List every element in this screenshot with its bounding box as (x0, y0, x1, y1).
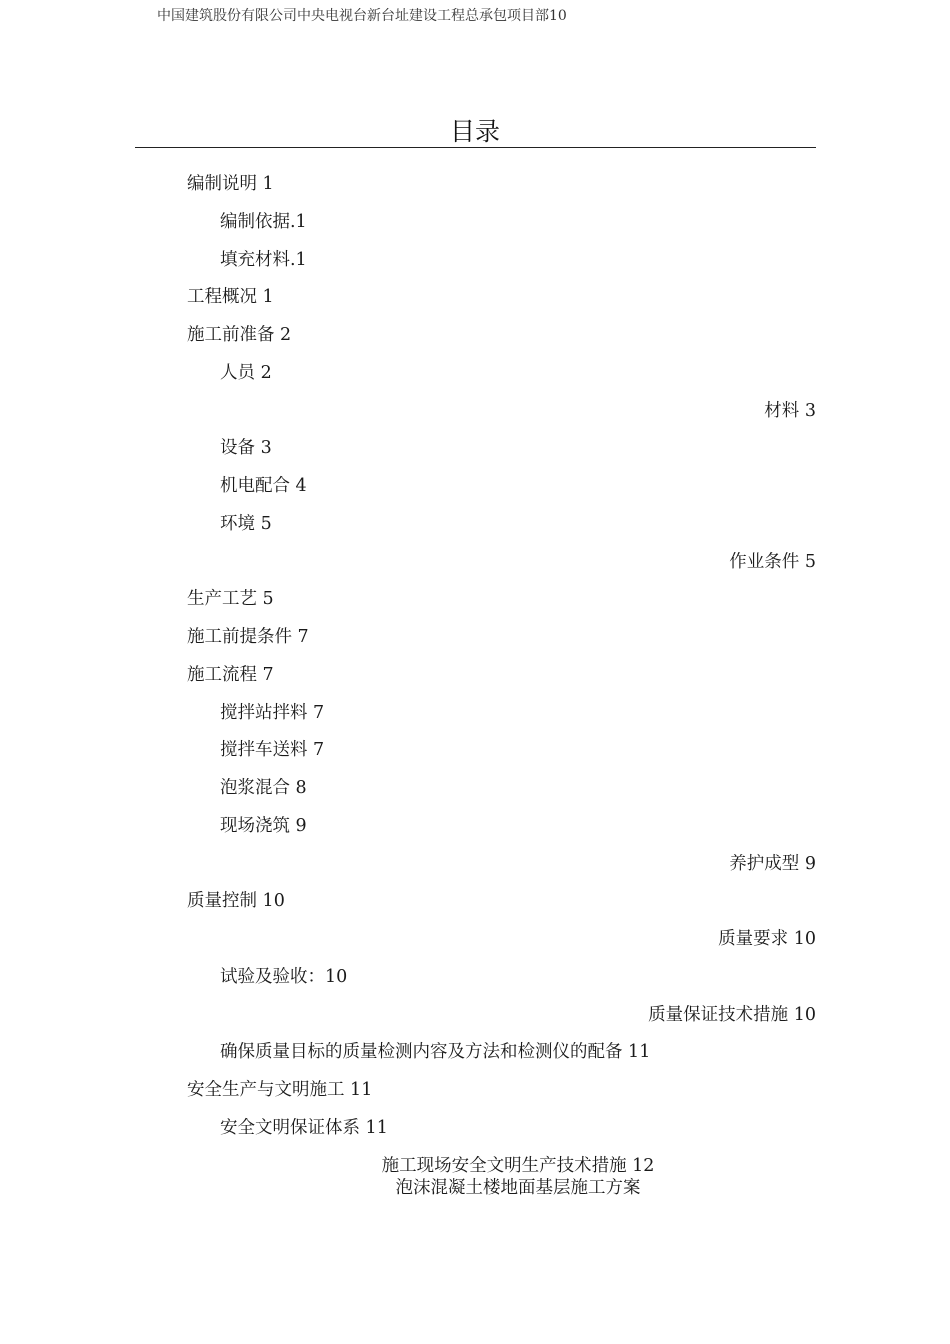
toc-entry[interactable]: 质量保证技术措施 10 (648, 1005, 816, 1025)
toc-entry[interactable]: 设备 3 (220, 438, 272, 458)
toc-entry[interactable]: 安全生产与文明施工 11 (187, 1080, 373, 1100)
toc-entry[interactable]: 质量要求 10 (718, 929, 816, 949)
toc-entry[interactable]: 机电配合 4 (220, 476, 307, 496)
toc-entry[interactable]: 工程概况 1 (187, 287, 274, 307)
toc-entry[interactable]: 材料 3 (764, 401, 816, 421)
toc-entry[interactable]: 搅拌车送料 7 (220, 740, 325, 760)
toc-entry[interactable]: 施工前准备 2 (187, 325, 292, 345)
toc-entry[interactable]: 生产工艺 5 (187, 589, 274, 609)
toc-entry[interactable]: 安全文明保证体系 11 (220, 1118, 388, 1138)
toc-entry[interactable]: 确保质量目标的质量检测内容及方法和检测仪的配备 11 (220, 1042, 651, 1062)
toc-entry[interactable]: 试验及验收：10 (220, 967, 348, 987)
toc-entry[interactable]: 人员 2 (220, 363, 272, 383)
toc-entry[interactable]: 现场浇筑 9 (220, 816, 307, 836)
toc-entry[interactable]: 填充材料.1 (220, 250, 307, 270)
toc-entry[interactable]: 编制说明 1 (187, 174, 274, 194)
toc-entry[interactable]: 编制依据.1 (220, 212, 307, 232)
toc-entry[interactable]: 施工现场安全文明生产技术措施 12 (381, 1156, 655, 1176)
toc-entry[interactable]: 环境 5 (220, 514, 272, 534)
toc-entry[interactable]: 施工前提条件 7 (187, 627, 309, 647)
toc-entry[interactable]: 搅拌站拌料 7 (220, 703, 325, 723)
toc-entry[interactable]: 泡浆混合 8 (220, 778, 307, 798)
page-header: 中国建筑股份有限公司中央电视台新台址建设工程总承包项目部10 (157, 8, 567, 24)
document-title: 泡沫混凝土楼地面基层施工方案 (395, 1178, 641, 1198)
toc-entry[interactable]: 施工流程 7 (187, 665, 274, 685)
toc-entry[interactable]: 养护成型 9 (729, 854, 816, 874)
toc-entry[interactable]: 作业条件 5 (729, 552, 816, 572)
toc-title: 目录 (449, 117, 500, 146)
toc-entry[interactable]: 质量控制 10 (187, 891, 285, 911)
